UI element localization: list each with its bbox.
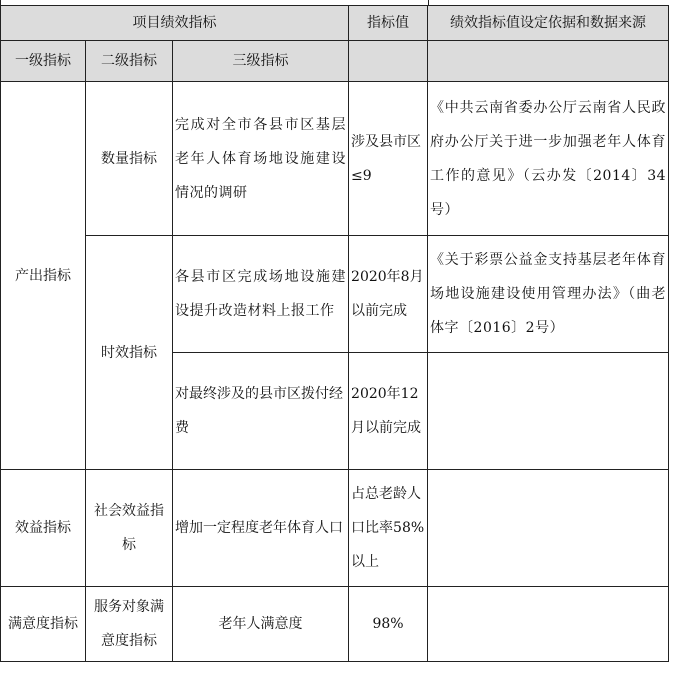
level3-timeliness-1: 各县市区完成场地设施建设提升改造材料上报工作 — [173, 236, 349, 353]
level3-quantity: 完成对全市各县市区基层老年人体育场地设施建设情况的调研 — [173, 82, 349, 236]
value-timeliness-1: 2020年8月以前完成 — [349, 236, 428, 353]
header-row-1 — [1, 6, 669, 41]
header-project-indicators: 项目绩效指标 — [1, 6, 349, 41]
basis-timeliness-2 — [428, 353, 669, 470]
basis-quantity: 《中共云南省委办公厅云南省人民政府办公厅关于进一步加强老年人体育工作的意见》（云办发〔2014〕34号） — [428, 82, 669, 236]
basis-satisfaction — [428, 587, 669, 662]
level3-timeliness-2: 对最终涉及的县市区拨付经费 — [173, 353, 349, 470]
level2-quantity: 数量指标 — [86, 82, 173, 236]
level3-benefit: 增加一定程度老年体育人口 — [173, 470, 349, 587]
header-level3: 三级指标 — [173, 41, 349, 82]
value-quantity: 涉及县市区≤9 — [349, 82, 428, 236]
level2-satisfaction: 服务对象满意度指标 — [86, 587, 173, 662]
table-row — [1, 82, 669, 236]
level1-output: 产出指标 — [1, 82, 86, 470]
header-row-2 — [1, 41, 669, 82]
table-row — [1, 236, 669, 353]
table-row — [1, 587, 669, 662]
header-empty-value — [349, 41, 428, 82]
basis-timeliness-1: 《关于彩票公益金支持基层老年体育场地设施建设使用管理办法》（曲老体字〔2016〕2号） — [428, 236, 669, 353]
level2-benefit: 社会效益指标 — [86, 470, 173, 587]
level1-benefit: 效益指标 — [1, 470, 86, 587]
performance-indicator-table — [0, 5, 669, 662]
header-level2: 二级指标 — [86, 41, 173, 82]
header-level1: 一级指标 — [1, 41, 86, 82]
header-indicator-value: 指标值 — [349, 6, 428, 41]
basis-benefit — [428, 470, 669, 587]
value-benefit: 占总老龄人口比率58%以上 — [349, 470, 428, 587]
table-row — [1, 470, 669, 587]
value-timeliness-2: 2020年12月以前完成 — [349, 353, 428, 470]
level1-satisfaction: 满意度指标 — [1, 587, 86, 662]
level2-timeliness: 时效指标 — [86, 236, 173, 470]
level3-satisfaction: 老年人满意度 — [173, 587, 349, 662]
value-satisfaction: 98% — [349, 587, 428, 662]
header-basis-source: 绩效指标值设定依据和数据来源 — [428, 6, 669, 41]
header-empty-basis — [428, 41, 669, 82]
